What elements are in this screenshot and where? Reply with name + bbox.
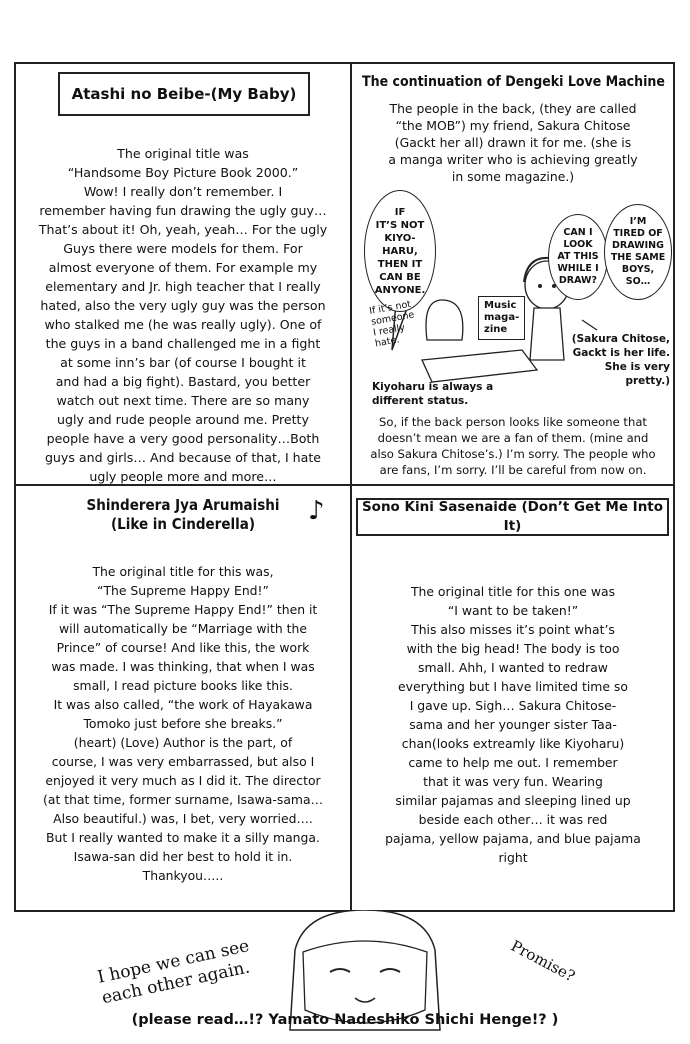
caption-kiyoharu: Kiyoharu is always a different status. bbox=[372, 381, 494, 407]
panel-dengeki-love-machine bbox=[352, 64, 675, 484]
closing-note: (please read…!? Yamato Nadeshiko Shichi Henge!? ) bbox=[131, 1012, 559, 1028]
panel-my-baby bbox=[16, 64, 350, 484]
farewell-text: I hope we can see each other again. bbox=[95, 936, 252, 1009]
speech-bubble-look: CAN I LOOK AT THIS WHILE I DRAW? bbox=[548, 214, 608, 300]
panel-title: The continuation of Dengeki Love Machine bbox=[362, 74, 665, 90]
panel-body-text: The original title for this was, “The Supreme Happy End!” If it was “The Supreme Happy End!” then it will automatically be “Marriage with the Prince” of course! And like this, the work was made. I was thinking, that when I was small, I read picture books like this. It was also called, “the work of Hayakawa Tomoko just before she breaks.” (heart) (Love) Author is the part, of course, I was very embarrassed, but also I enjoyed it very much as I did it. The director (at that time, former surname, Isawa-sama… Also beautiful.) was, I bet, very worried…. But I really wanted to make it a silly manga. Isawa-san did her best to hold it in. Thankyou….. bbox=[43, 564, 323, 883]
title-line-2: (Like in Cinderella) bbox=[110, 515, 255, 533]
panel-title bbox=[16, 496, 350, 534]
music-note-icon: ♪ bbox=[308, 496, 325, 526]
outro-text: So, if the back person looks like someone that doesn’t mean we are a fan of them. (mine and also Sakura Chitose’s.) I’m sorry. The people who are fans, I’m sorry. I’ll be careful from now on. bbox=[370, 415, 656, 477]
speech-bubble-kiyoharu: IF IT’S NOT KIYO- HARU, THEN IT CAN BE ANYONE. bbox=[364, 190, 436, 312]
panel-dont-get-me-into-it bbox=[352, 486, 675, 910]
figure-left bbox=[426, 300, 463, 340]
title-text: Sono Kini Sasenaide (Don’t Get Me Into It) bbox=[361, 499, 664, 534]
panel-like-in-cinderella bbox=[16, 486, 350, 910]
caption-sakura: (Sakura Chitose, Gackt is her life. She is very pretty.) bbox=[571, 333, 670, 387]
title-line-1: Shinderera Jya Arumaishi bbox=[86, 496, 280, 514]
promise-text: Promise? bbox=[507, 936, 579, 986]
panel-body-text: The original title was “Handsome Boy Picture Book 2000.” Wow! I really don’t remember. I remember having fun drawing the ugly guy… That’s about it! Oh, yeah, yeah… For the ugly Guys there were models for them. For almost everyone of them. For example my elementary and Jr. high teacher that I really hated, also the very ugly guy was the person who stalked me (he was really ugly). One of the guys in a band challenged me in a fight at some inn’s bar (of course I bought it and had a big fight). Bastard, you better watch out next time. There are so many ugly and rude people around me. Pretty people have a very good personality…Both guys and girls… And because of that, I hate ugly people more and more… bbox=[38, 146, 328, 484]
desk bbox=[422, 350, 537, 382]
whisper-text: If it’s not someone I really hate. bbox=[368, 298, 416, 350]
speech-bubble-tired: I’M TIRED OF DRAWING THE SAME BOYS, SO… bbox=[604, 204, 672, 300]
panel-body-text: The original title for this one was “I want to be taken!” This also misses it’s point what’s with the big head! The body is too small. Ahh, I wanted to redraw everything but I have limited time so I gave up. Sigh… Sakura Chitose- sama and her younger sister Taa- chan(looks extreamly like Kiyoharu) came to help me out. I remember that it was very fun. Wearing similar pajamas and sleeping lined up beside each other… it was red pajama, yellow pajama, and blue pajama right bbox=[385, 584, 641, 865]
title-text: Atashi no Beibe-(My Baby) bbox=[71, 84, 297, 103]
panel-title bbox=[58, 72, 310, 116]
panel-title bbox=[356, 498, 669, 536]
magazine-label: Music maga- zine bbox=[478, 296, 525, 340]
intro-text: The people in the back, (they are called “the MOB”) my friend, Sakura Chitose (Gackt her all) drawn it for me. (she is a manga writer who is achieving greatly in some magazine.) bbox=[388, 101, 638, 184]
